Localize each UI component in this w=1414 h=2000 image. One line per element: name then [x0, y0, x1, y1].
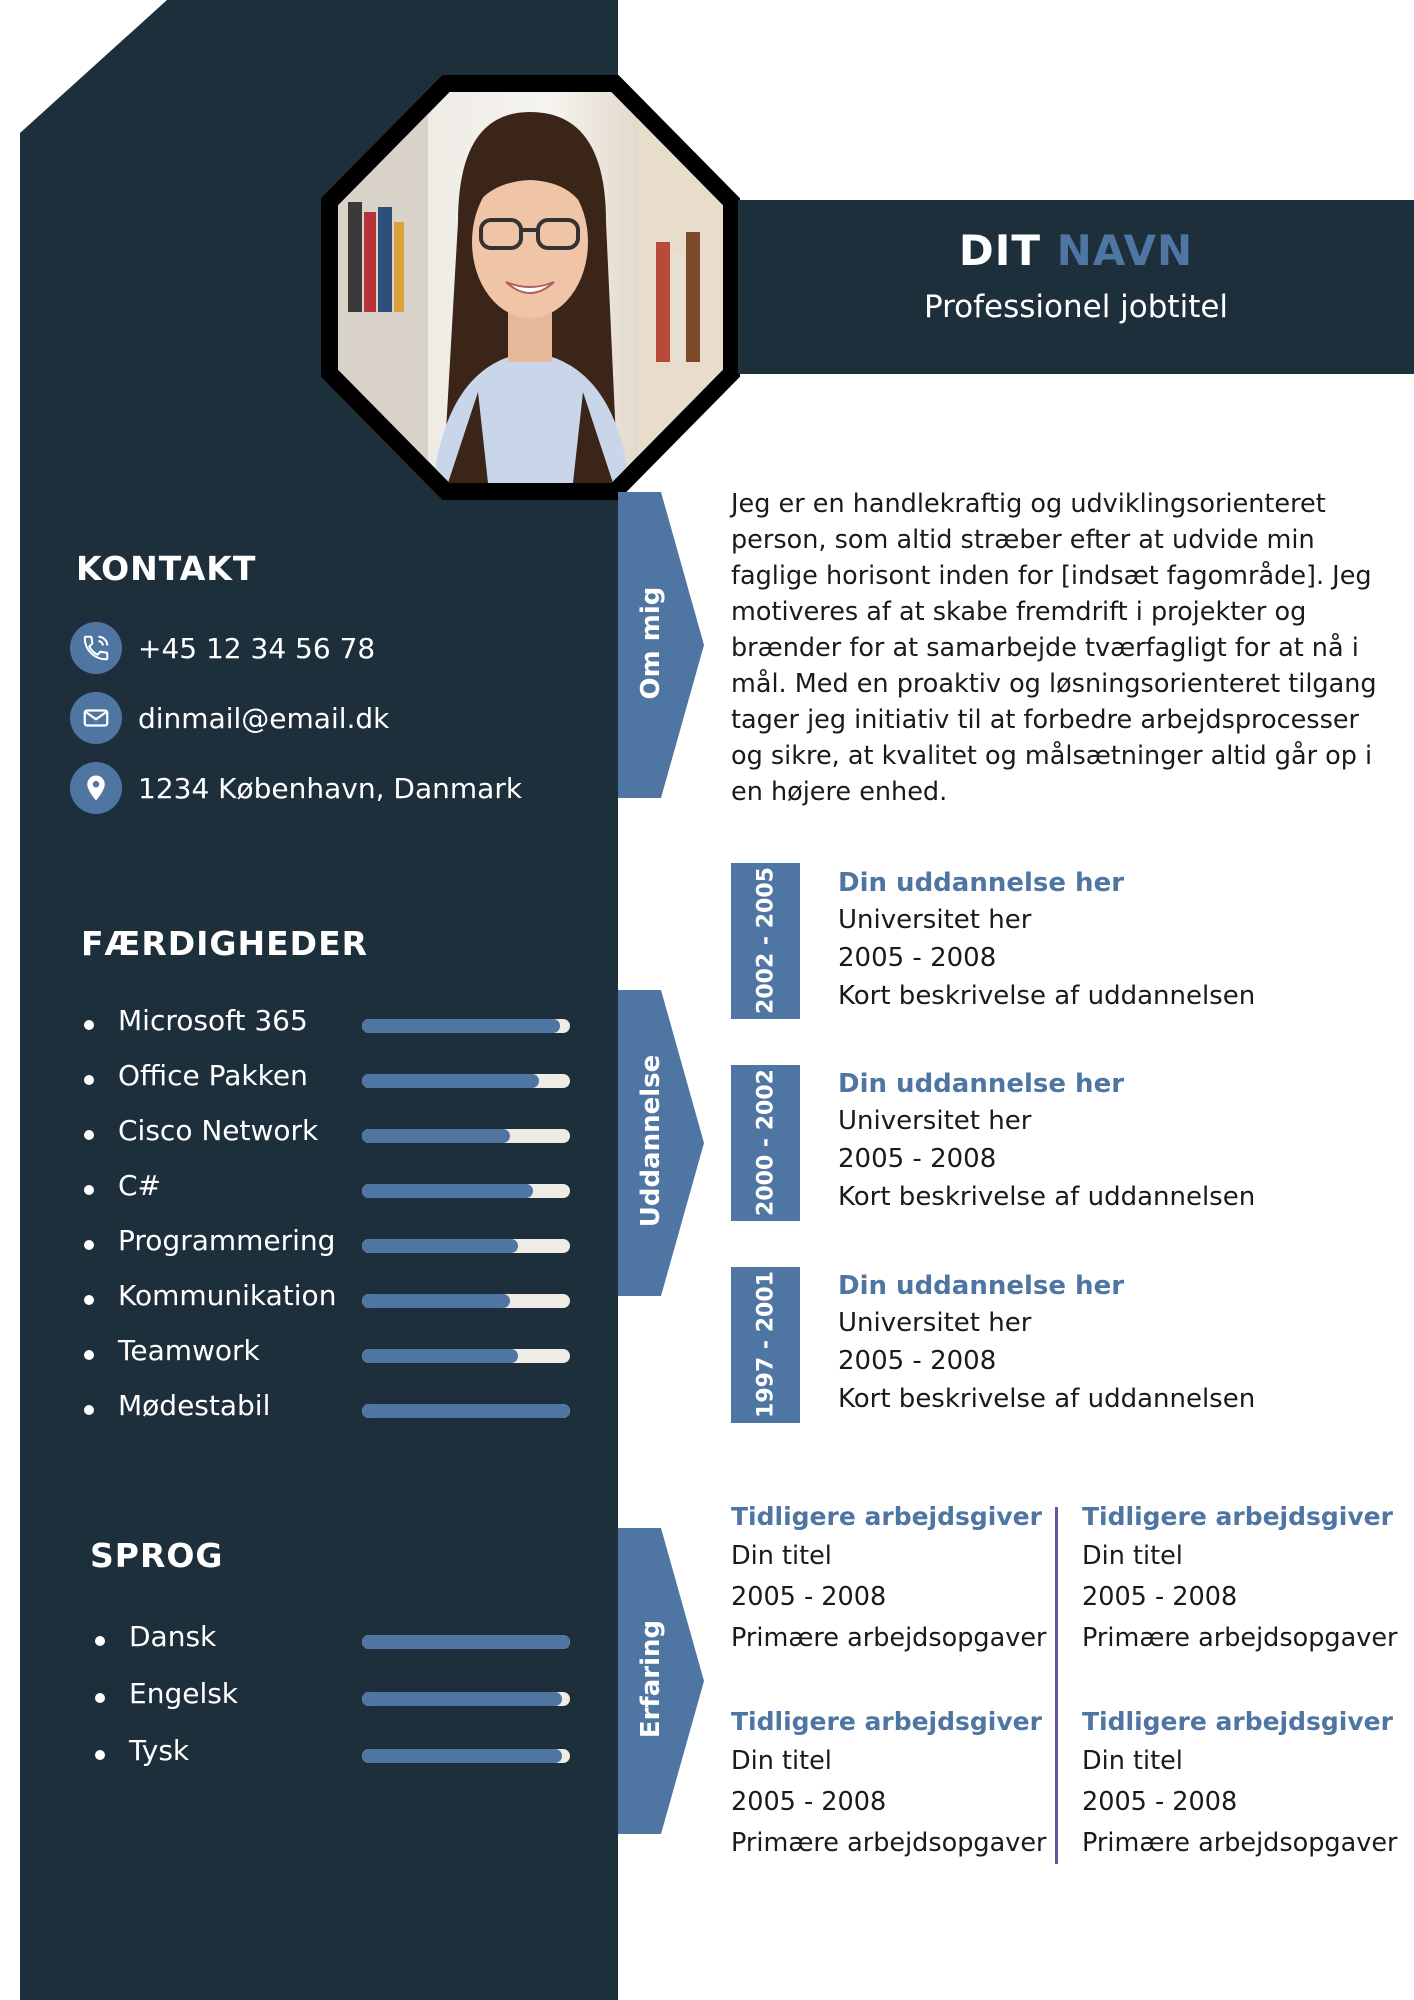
bullet-icon: [84, 1020, 94, 1030]
skill-label: Mødestabil: [118, 1389, 271, 1422]
skill-level-fill: [362, 1404, 570, 1418]
education-entry: [838, 865, 1398, 1015]
contact-heading: KONTAKT: [76, 549, 257, 588]
skill-row: [84, 1334, 574, 1374]
bullet-icon: [84, 1405, 94, 1415]
education-desc: Kort beskrivelse af uddannelsen: [838, 1182, 1256, 1212]
experience-title: Din titel: [731, 1541, 832, 1571]
experience-title: Din titel: [1082, 1541, 1183, 1571]
language-level-bar: [362, 1635, 570, 1649]
skill-level-fill: [362, 1239, 518, 1253]
contact-phone-row: [70, 622, 375, 674]
skill-level-fill: [362, 1074, 539, 1088]
skill-row: [84, 1004, 574, 1044]
bullet-icon: [84, 1075, 94, 1085]
skill-level-fill: [362, 1349, 518, 1363]
skills-heading: FÆRDIGHEDER: [81, 924, 369, 963]
experience-employer: Tidligere arbejdsgiver: [1082, 1707, 1393, 1736]
skill-label: Office Pakken: [118, 1059, 308, 1092]
full-name: [738, 226, 1414, 275]
experience-employer: Tidligere arbejdsgiver: [731, 1502, 1042, 1531]
education-school: Universitet her: [838, 1308, 1032, 1338]
phone-icon: [70, 622, 122, 674]
experience-period: 2005 - 2008: [731, 1787, 887, 1817]
contact-phone: +45 12 34 56 78: [138, 631, 376, 665]
experience-divider: [1055, 1507, 1058, 1864]
education-school: Universitet her: [838, 905, 1032, 935]
skill-label: Cisco Network: [118, 1114, 319, 1147]
education-period: 2005 - 2008: [838, 943, 997, 973]
job-title: Professionel jobtitel: [923, 289, 1229, 325]
contact-email: dinmail@email.dk: [138, 701, 390, 735]
last-name: NAVN: [1056, 226, 1194, 275]
education-entry: [838, 1268, 1398, 1418]
language-level-fill: [362, 1692, 562, 1706]
skill-level-bar: [362, 1404, 570, 1418]
skill-row: [84, 1224, 574, 1264]
education-period: 2005 - 2008: [838, 1144, 997, 1174]
experience-title: Din titel: [1082, 1746, 1183, 1776]
education-entry: [838, 1066, 1398, 1216]
skill-row: [84, 1059, 574, 1099]
skill-row: [84, 1389, 574, 1429]
skill-level-bar: [362, 1349, 570, 1363]
experience-employer: Tidligere arbejdsgiver: [1082, 1502, 1393, 1531]
experience-period: 2005 - 2008: [731, 1582, 887, 1612]
education-desc: Kort beskrivelse af uddannelsen: [838, 1384, 1256, 1414]
language-level-fill: [362, 1749, 562, 1763]
education-year-box: [731, 863, 800, 1019]
skill-level-bar: [362, 1129, 570, 1143]
contact-address-row: [70, 762, 522, 814]
education-years: 1997 - 2001: [753, 1271, 779, 1418]
name-banner: [738, 200, 1414, 374]
language-level-bar: [362, 1692, 570, 1706]
education-tab-text: Uddannelse: [636, 1054, 666, 1228]
bullet-icon: [84, 1240, 94, 1250]
experience-tasks: Primære arbejdsopgaver: [1082, 1828, 1398, 1858]
experience-tab-text: Erfaring: [636, 1619, 666, 1739]
skill-level-fill: [362, 1019, 560, 1033]
education-title: Din uddannelse her: [838, 1069, 1125, 1099]
experience-tasks: Primære arbejdsopgaver: [731, 1623, 1047, 1653]
experience-entry: [1082, 1498, 1414, 1659]
language-label: Engelsk: [129, 1677, 239, 1710]
experience-employer: Tidligere arbejdsgiver: [731, 1707, 1042, 1736]
language-label: Tysk: [129, 1734, 190, 1767]
skill-level-bar: [362, 1184, 570, 1198]
experience-title: Din titel: [731, 1746, 832, 1776]
education-desc: Kort beskrivelse af uddannelsen: [838, 981, 1256, 1011]
education-title: Din uddannelse her: [838, 1271, 1125, 1301]
language-row: [95, 1734, 585, 1774]
experience-period: 2005 - 2008: [1082, 1787, 1238, 1817]
skill-level-bar: [362, 1294, 570, 1308]
language-row: [95, 1620, 585, 1660]
skill-row: [84, 1114, 574, 1154]
education-years: 2002 - 2005: [753, 867, 779, 1014]
about-tab-text: Om mig: [636, 586, 666, 700]
contact-email-row: [70, 692, 389, 744]
skill-label: Microsoft 365: [118, 1004, 308, 1037]
experience-entry: [1082, 1703, 1414, 1864]
education-years: 2000 - 2002: [753, 1069, 779, 1216]
bullet-icon: [84, 1295, 94, 1305]
skill-level-bar: [362, 1239, 570, 1253]
profile-photo: [338, 92, 723, 483]
skill-level-fill: [362, 1184, 533, 1198]
skill-label: Programmering: [118, 1224, 336, 1257]
contact-address: 1234 København, Danmark: [138, 771, 523, 805]
experience-tasks: Primære arbejdsopgaver: [1082, 1623, 1398, 1653]
skill-label: Teamwork: [118, 1334, 260, 1367]
first-name: DIT: [958, 226, 1042, 275]
bullet-icon: [95, 1750, 105, 1760]
education-period: 2005 - 2008: [838, 1346, 997, 1376]
bullet-icon: [84, 1350, 94, 1360]
language-level-bar: [362, 1749, 570, 1763]
skill-row: [84, 1279, 574, 1319]
language-label: Dansk: [129, 1620, 217, 1653]
skill-level-bar: [362, 1074, 570, 1088]
experience-entry: [731, 1498, 1071, 1659]
bullet-icon: [95, 1693, 105, 1703]
education-year-box: [731, 1065, 800, 1221]
experience-entry: [731, 1703, 1071, 1864]
languages-heading: SPROG: [90, 1536, 224, 1575]
mail-icon: [70, 692, 122, 744]
language-row: [95, 1677, 585, 1717]
skill-row: [84, 1169, 574, 1209]
location-pin-icon: [70, 762, 122, 814]
skill-label: C#: [118, 1169, 162, 1202]
education-school: Universitet her: [838, 1106, 1032, 1136]
skill-level-bar: [362, 1019, 570, 1033]
skill-level-fill: [362, 1129, 510, 1143]
skill-label: Kommunikation: [118, 1279, 337, 1312]
bullet-icon: [95, 1636, 105, 1646]
education-title: Din uddannelse her: [838, 868, 1125, 898]
bullet-icon: [84, 1185, 94, 1195]
experience-tasks: Primære arbejdsopgaver: [731, 1828, 1047, 1858]
experience-period: 2005 - 2008: [1082, 1582, 1238, 1612]
language-level-fill: [362, 1635, 570, 1649]
about-paragraph: Jeg er en handlekraftig og udviklingsorienteret person, som altid stræber efter at udvide min faglige horisont inden for [indsæt fagområde]. Jeg motiveres af at skabe fremdrift i projekter og brænder for at samarbejde tværfagligt for at nå i mål. Med en proaktiv og løsningsorienteret tilgang tager jeg initiativ til at forbedre arbejdsprocesser og sikre, at kvalitet og målsætninger altid går op i en højere enhed.: [731, 489, 1377, 807]
education-year-box: [731, 1267, 800, 1423]
bullet-icon: [84, 1130, 94, 1140]
skill-level-fill: [362, 1294, 510, 1308]
